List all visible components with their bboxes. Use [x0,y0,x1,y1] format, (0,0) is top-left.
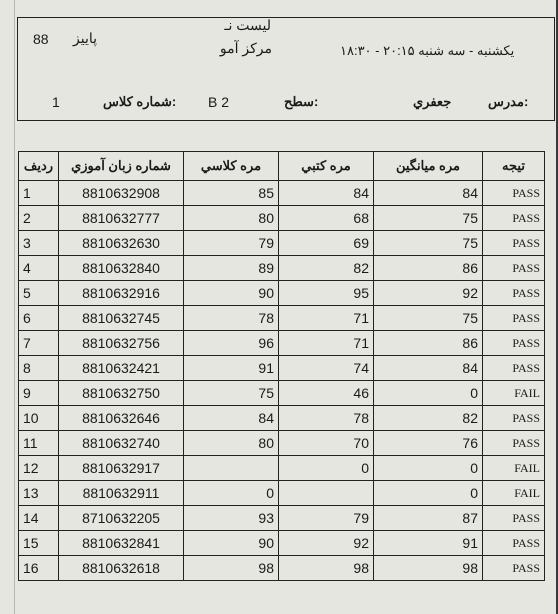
student-id-cell: 8810632777 [59,206,184,231]
written-score-cell: 46 [279,381,374,406]
average-score-cell: 76 [374,431,483,456]
table-row [19,231,545,256]
written-score-cell [279,481,374,506]
student-id-cell: 8810632908 [59,181,184,206]
student-id-cell: 8810632745 [59,306,184,331]
class-score-cell: 93 [184,506,279,531]
row-number-cell: 7 [19,331,59,356]
average-score-cell: 75 [374,231,483,256]
average-score-cell: 0 [374,456,483,481]
average-score-cell: 75 [374,306,483,331]
class-score-cell: 96 [184,331,279,356]
column-header-written-score: مره كتبي [279,152,374,181]
row-number-cell: 9 [19,381,59,406]
season-label: پاییز [73,30,98,46]
result-cell: PASS [483,331,545,356]
result-cell: PASS [483,556,545,581]
grades-table [18,151,545,581]
class-score-cell: 80 [184,431,279,456]
average-score-cell: 98 [374,556,483,581]
result-cell: PASS [483,181,545,206]
student-id-cell: 8710632205 [59,506,184,531]
result-cell: PASS [483,206,545,231]
table-header-row [19,152,545,181]
column-header-class-score: مره كلاسي [184,152,279,181]
row-number-cell: 2 [19,206,59,231]
row-number-cell: 15 [19,531,59,556]
average-score-cell: 82 [374,406,483,431]
student-id-cell: 8810632740 [59,431,184,456]
class-score-cell [184,456,279,481]
result-cell: PASS [483,531,545,556]
class-score-cell: 78 [184,306,279,331]
class-number: 1 [52,94,60,110]
average-score-cell: 91 [374,531,483,556]
row-number-cell: 8 [19,356,59,381]
table-row [19,531,545,556]
written-score-cell: 68 [279,206,374,231]
student-id-cell: 8810632421 [59,356,184,381]
written-score-cell: 79 [279,506,374,531]
result-cell: PASS [483,231,545,256]
table-row [19,331,545,356]
student-id-cell: 8810632756 [59,331,184,356]
table-row [19,181,545,206]
table-row [19,256,545,281]
row-number-cell: 5 [19,281,59,306]
table-row [19,281,545,306]
written-score-cell: 71 [279,306,374,331]
average-score-cell: 87 [374,506,483,531]
result-cell: PASS [483,256,545,281]
level-value: B 2 [208,94,230,110]
average-score-cell: 84 [374,356,483,381]
teacher-label: مدرس: [488,94,529,109]
result-cell: PASS [483,281,545,306]
class-score-cell: 85 [184,181,279,206]
written-score-cell: 98 [279,556,374,581]
result-cell: PASS [483,356,545,381]
student-id-cell: 8810632916 [59,281,184,306]
row-number-cell: 1 [19,181,59,206]
student-id-cell: 8810632630 [59,231,184,256]
class-score-cell: 0 [184,481,279,506]
class-score-cell: 89 [184,256,279,281]
average-score-cell: 86 [374,256,483,281]
class-score-cell: 98 [184,556,279,581]
row-number-cell: 10 [19,406,59,431]
written-score-cell: 95 [279,281,374,306]
row-number-cell: 14 [19,506,59,531]
class-schedule: یکشنبه - سه شنبه ۲۰:۱۵ - ۱۸:۳۰ [340,43,515,58]
center-title: مرکز آمو [219,40,272,56]
student-id-cell: 8810632917 [59,456,184,481]
row-number-cell: 16 [19,556,59,581]
list-title: لیست نـ [224,17,271,33]
written-score-cell: 92 [279,531,374,556]
average-score-cell: 86 [374,331,483,356]
class-score-cell: 75 [184,381,279,406]
written-score-cell: 84 [279,181,374,206]
table-row [19,306,545,331]
written-score-cell: 70 [279,431,374,456]
average-score-cell: 84 [374,181,483,206]
table-row [19,381,545,406]
row-number-cell: 13 [19,481,59,506]
table-row [19,406,545,431]
student-id-cell: 8810632618 [59,556,184,581]
class-score-cell: 80 [184,206,279,231]
written-score-cell: 71 [279,331,374,356]
student-id-cell: 8810632840 [59,256,184,281]
result-cell: FAIL [483,481,545,506]
written-score-cell: 82 [279,256,374,281]
class-score-cell: 90 [184,531,279,556]
column-header-average: مره میانگین [374,152,483,181]
table-row [19,456,545,481]
written-score-cell: 74 [279,356,374,381]
class-number-label: شماره کلاس: [103,94,177,109]
row-number-cell: 3 [19,231,59,256]
row-number-cell: 11 [19,431,59,456]
average-score-cell: 92 [374,281,483,306]
column-header-student-id: شماره زبان آموزي [59,152,184,181]
column-header-result: تیجه [483,152,545,181]
class-header [17,17,555,121]
student-id-cell: 8810632841 [59,531,184,556]
result-cell: PASS [483,306,545,331]
result-cell: PASS [483,506,545,531]
class-score-cell: 84 [184,406,279,431]
table-row [19,506,545,531]
student-id-cell: 8810632911 [59,481,184,506]
written-score-cell: 78 [279,406,374,431]
student-id-cell: 8810632646 [59,406,184,431]
class-score-cell: 90 [184,281,279,306]
result-cell: PASS [483,431,545,456]
class-score-cell: 79 [184,231,279,256]
level-label: سطح: [284,94,319,109]
class-score-cell: 91 [184,356,279,381]
result-cell: PASS [483,406,545,431]
written-score-cell: 69 [279,231,374,256]
table-row [19,206,545,231]
table-row [19,431,545,456]
row-number-cell: 6 [19,306,59,331]
average-score-cell: 0 [374,381,483,406]
written-score-cell: 0 [279,456,374,481]
row-number-cell: 12 [19,456,59,481]
average-score-cell: 75 [374,206,483,231]
column-header-row: ردیف [19,152,59,181]
result-cell: FAIL [483,456,545,481]
table-row [19,481,545,506]
result-cell: FAIL [483,381,545,406]
header-number: 88 [33,31,49,47]
table-row [19,356,545,381]
page-edge [14,0,15,614]
teacher-name: جعفري [413,94,452,109]
student-id-cell: 8810632750 [59,381,184,406]
row-number-cell: 4 [19,256,59,281]
average-score-cell: 0 [374,481,483,506]
table-row [19,556,545,581]
